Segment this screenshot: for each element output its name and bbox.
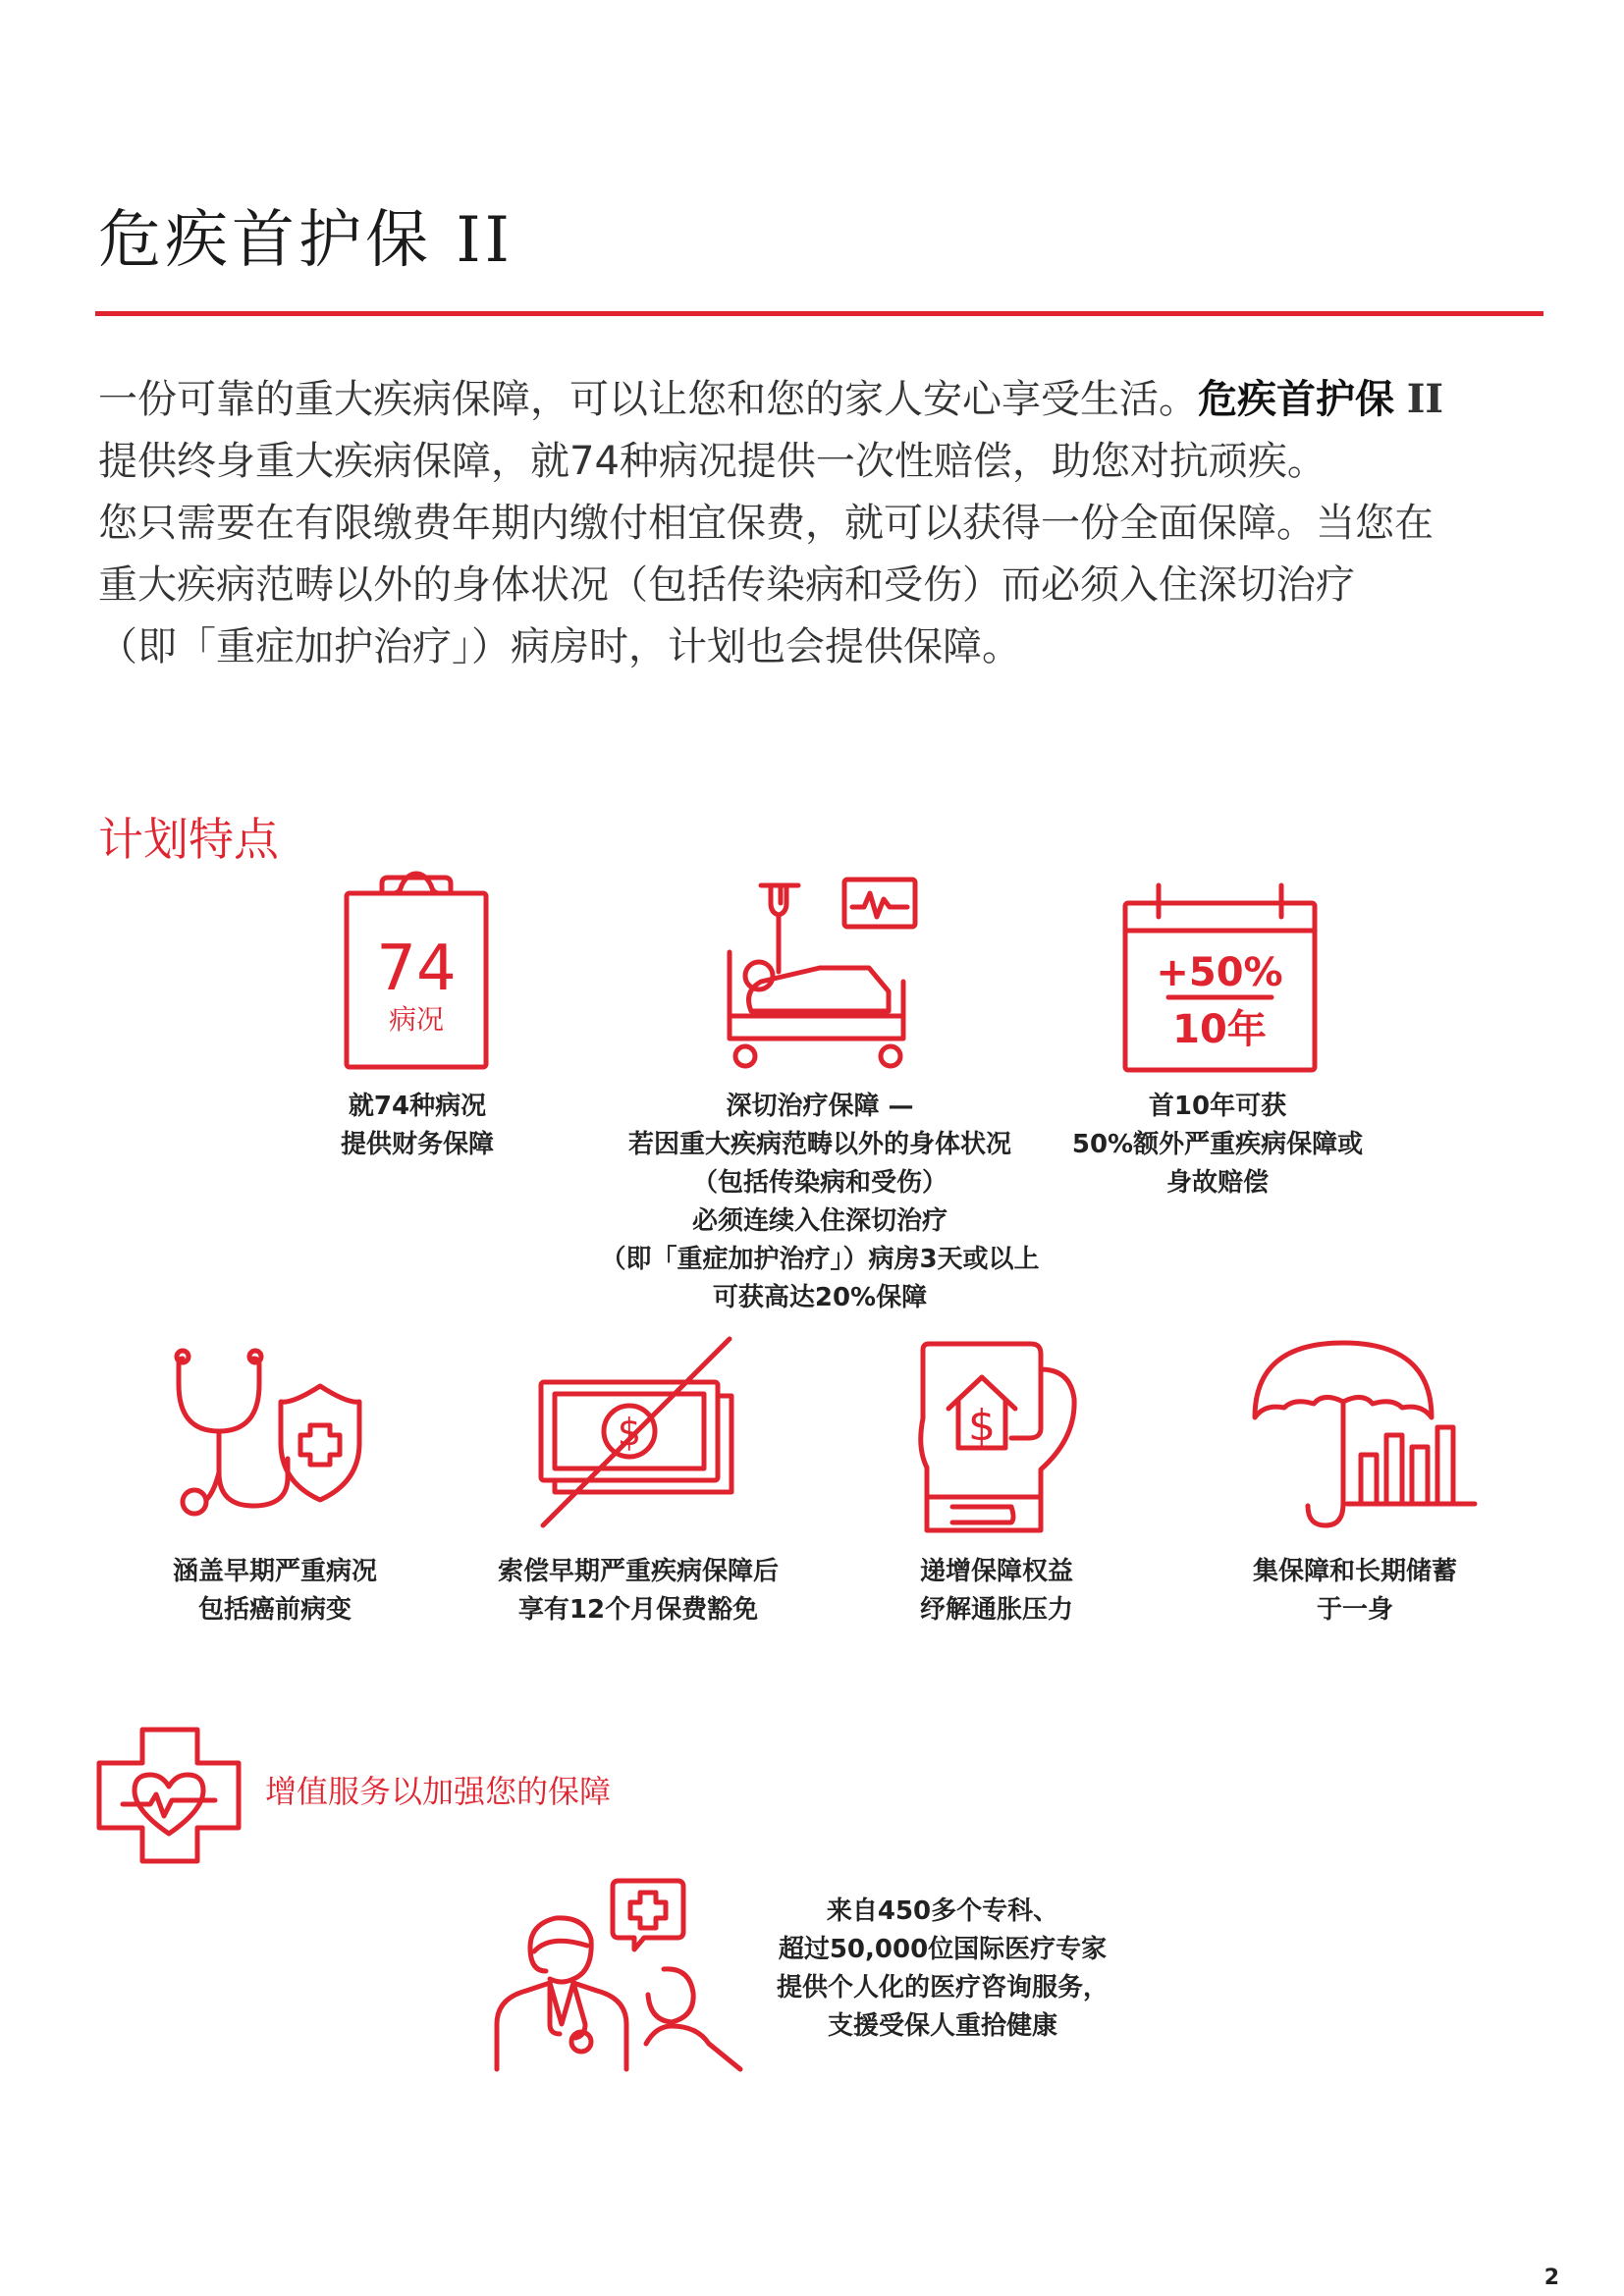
feature-3-line-1: 首10年可获 xyxy=(1148,1092,1287,1121)
title-main: 危疾首护保 xyxy=(98,204,432,277)
svg-text:$: $ xyxy=(968,1401,996,1451)
intro-line-2: 提供终身重大疾病保障，就74种病况提供一次性赔偿，助您对抗顽疾。 xyxy=(98,439,1326,484)
intro-brand: 危疾首护保 xyxy=(1198,377,1394,422)
clipboard-number: 74 xyxy=(376,933,457,1005)
feature-2-line-1: 深切治疗保障 — xyxy=(726,1092,914,1121)
clipboard-label: 病况 xyxy=(388,1003,445,1036)
intro-line-1 xyxy=(98,368,1551,431)
feature-3-line-3: 身故赔偿 xyxy=(1165,1168,1269,1198)
features-title: 计划特点 xyxy=(98,813,279,866)
feature-2-line-3: （包括传染病和受伤） xyxy=(691,1168,947,1198)
intro-line-1-text: 一份可靠的重大疾病保障，可以让您和您的家人安心享受生活。 xyxy=(98,377,1198,422)
icu-bed-icon xyxy=(722,874,918,1070)
feature-2-line-5: （即「重症加护治疗」）病房3天或以上 xyxy=(600,1245,1040,1274)
calendar-bottom-text: 10年 xyxy=(1172,1007,1267,1052)
glove-house-icon xyxy=(913,1340,1085,1536)
feature-1-caption xyxy=(295,1088,540,1164)
feature-7-caption xyxy=(1227,1553,1483,1629)
intro-line-4: 重大疾病范畴以外的身体状况（包括传染病和受伤）而必须入住深切治疗 xyxy=(98,562,1355,608)
feature-1-line-1: 就74种病况 xyxy=(348,1092,487,1121)
services-text xyxy=(687,1893,1198,2046)
feature-2-line-2: 若因重大疾病范畴以外的身体状况 xyxy=(627,1130,1011,1159)
premium-waiver-icon xyxy=(535,1333,736,1529)
calendar-icon xyxy=(1119,881,1321,1075)
feature-4-line-2: 包括癌前病变 xyxy=(197,1595,352,1625)
page-title xyxy=(98,201,514,280)
feature-5-line-2: 享有12个月保费豁免 xyxy=(517,1595,759,1625)
feature-6-line-1: 递增保障权益 xyxy=(919,1557,1073,1586)
page-number: 2 xyxy=(1543,2266,1559,2290)
feature-2-caption xyxy=(579,1088,1060,1317)
feature-5-caption xyxy=(471,1553,805,1629)
feature-6-line-2: 纾解通胀压力 xyxy=(919,1595,1073,1625)
title-divider xyxy=(95,311,1543,316)
intro-line-5: （即「重症加护治疗」）病房时，计划也会提供保障。 xyxy=(98,624,1021,669)
feature-7-line-1: 集保障和长期储蓄 xyxy=(1252,1557,1457,1586)
feature-2-line-6: 可获高达20%保障 xyxy=(712,1283,928,1312)
feature-6-caption xyxy=(874,1553,1119,1629)
intro-brand-numeral: II xyxy=(1406,376,1444,422)
feature-4-line-1: 涵盖早期严重病况 xyxy=(172,1557,377,1586)
medical-cross-heart-icon xyxy=(95,1726,243,1865)
feature-7-line-2: 于一身 xyxy=(1316,1595,1393,1625)
feature-5-line-1: 索偿早期严重疾病保障后 xyxy=(497,1557,779,1586)
feature-1-line-2: 提供财务保障 xyxy=(340,1130,494,1159)
clipboard-icon xyxy=(339,872,494,1073)
feature-3-line-2: 50%额外严重疾病保障或 xyxy=(1071,1130,1364,1159)
feature-3-caption xyxy=(1060,1088,1375,1202)
services-line-2: 超过50,000位国际医疗专家 xyxy=(778,1935,1108,1964)
feature-4-caption xyxy=(142,1553,407,1629)
intro-line-3: 您只需要在有限缴费年期内缴付相宜保费，就可以获得一份全面保障。当您在 xyxy=(98,501,1434,546)
services-line-3: 提供个人化的医疗咨询服务， xyxy=(776,1973,1109,2002)
title-numeral: II xyxy=(456,204,514,277)
stethoscope-shield-icon xyxy=(175,1345,371,1522)
services-title: 增值服务以加强您的保障 xyxy=(265,1773,612,1810)
services-line-1: 来自450多个专科、 xyxy=(826,1896,1059,1926)
feature-2-line-4: 必须连续入住深切治疗 xyxy=(691,1206,947,1236)
intro-paragraph xyxy=(98,368,1551,678)
services-line-4: 支援受保人重拾健康 xyxy=(827,2011,1057,2041)
svg-text:$: $ xyxy=(617,1411,642,1454)
calendar-top-text: +50% xyxy=(1156,950,1283,995)
umbrella-savings-icon xyxy=(1249,1337,1485,1533)
